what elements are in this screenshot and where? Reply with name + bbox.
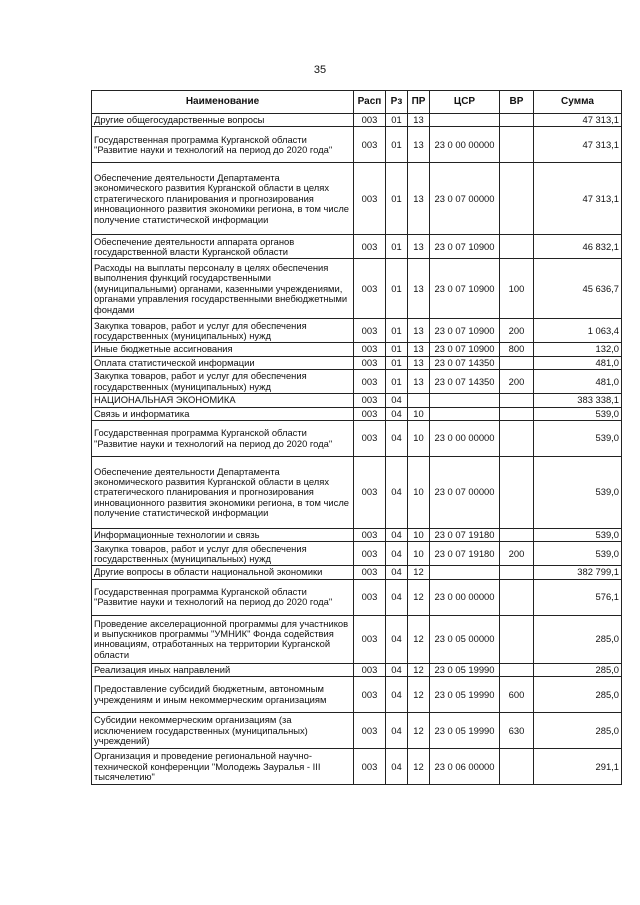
table-row <box>92 114 622 127</box>
table-body <box>92 114 622 785</box>
cell-sum: 539,0 <box>534 542 622 566</box>
cell-vr <box>500 114 534 127</box>
cell-pr: 12 <box>408 749 430 785</box>
cell-pr: 13 <box>408 163 430 235</box>
table-header-row <box>92 91 622 114</box>
cell-csr: 23 0 07 10900 <box>430 343 500 356</box>
cell-rz: 04 <box>386 529 408 542</box>
cell-sum: 45 636,7 <box>534 259 622 319</box>
table-row <box>92 579 622 615</box>
cell-pr: 13 <box>408 356 430 369</box>
cell-name: Субсидии некоммерческим организациям (за исключением государственных (муниципальных) учреждений) <box>92 713 354 749</box>
cell-name: Связь и информатика <box>92 407 354 420</box>
cell-rz: 04 <box>386 457 408 529</box>
cell-csr: 23 0 07 10900 <box>430 259 500 319</box>
cell-vr: 100 <box>500 259 534 319</box>
cell-name: Другие общегосударственные вопросы <box>92 114 354 127</box>
cell-name: Иные бюджетные ассигнования <box>92 343 354 356</box>
cell-rasp: 003 <box>354 579 386 615</box>
header-csr: ЦСР <box>430 91 500 114</box>
budget-table <box>91 90 622 785</box>
cell-vr <box>500 394 534 407</box>
cell-sum: 382 799,1 <box>534 566 622 579</box>
cell-pr: 13 <box>408 370 430 394</box>
cell-rz: 01 <box>386 259 408 319</box>
page-number: 35 <box>313 64 327 76</box>
cell-rz: 01 <box>386 127 408 163</box>
cell-pr: 10 <box>408 542 430 566</box>
cell-sum: 285,0 <box>534 677 622 713</box>
cell-csr <box>430 566 500 579</box>
cell-csr: 23 0 07 19180 <box>430 542 500 566</box>
header-vr: ВР <box>500 91 534 114</box>
cell-pr: 13 <box>408 127 430 163</box>
cell-pr: 12 <box>408 566 430 579</box>
cell-name: Государственная программа Курганской области "Развитие науки и технологий на период до 2020 года" <box>92 127 354 163</box>
cell-csr: 23 0 05 19990 <box>430 713 500 749</box>
cell-rasp: 003 <box>354 677 386 713</box>
table-row <box>92 749 622 785</box>
cell-name: Закупка товаров, работ и услуг для обеспечения государственных (муниципальных) нужд <box>92 319 354 343</box>
header-pr: ПР <box>408 91 430 114</box>
cell-csr: 23 0 00 00000 <box>430 421 500 457</box>
cell-rz: 04 <box>386 566 408 579</box>
cell-rz: 01 <box>386 319 408 343</box>
cell-name: Другие вопросы в области национальной экономики <box>92 566 354 579</box>
cell-csr <box>430 407 500 420</box>
cell-rasp: 003 <box>354 235 386 259</box>
cell-rasp: 003 <box>354 356 386 369</box>
cell-sum: 539,0 <box>534 421 622 457</box>
cell-vr <box>500 663 534 676</box>
cell-rasp: 003 <box>354 421 386 457</box>
cell-rz: 04 <box>386 394 408 407</box>
cell-sum: 481,0 <box>534 356 622 369</box>
table-row <box>92 529 622 542</box>
cell-sum: 47 313,1 <box>534 163 622 235</box>
cell-sum: 1 063,4 <box>534 319 622 343</box>
cell-name: Государственная программа Курганской области "Развитие науки и технологий на период до 2020 года" <box>92 579 354 615</box>
cell-sum: 539,0 <box>534 457 622 529</box>
cell-sum: 291,1 <box>534 749 622 785</box>
cell-rasp: 003 <box>354 163 386 235</box>
cell-name: НАЦИОНАЛЬНАЯ ЭКОНОМИКА <box>92 394 354 407</box>
cell-rasp: 003 <box>354 615 386 663</box>
cell-csr: 23 0 05 00000 <box>430 615 500 663</box>
table-row <box>92 407 622 420</box>
cell-rasp: 003 <box>354 749 386 785</box>
cell-vr <box>500 566 534 579</box>
cell-rz: 01 <box>386 235 408 259</box>
cell-pr: 12 <box>408 579 430 615</box>
cell-sum: 132,0 <box>534 343 622 356</box>
cell-pr: 10 <box>408 529 430 542</box>
cell-csr: 23 0 00 00000 <box>430 579 500 615</box>
cell-rasp: 003 <box>354 407 386 420</box>
cell-name: Обеспечение деятельности Департамента экономического развития Курганской области в целях стратегического планирования и прогнозирования инновационного развития экономики региона, в том числе получение статистической информации <box>92 163 354 235</box>
cell-vr <box>500 356 534 369</box>
cell-name: Обеспечение деятельности Департамента экономического развития Курганской области в целях стратегического планирования и прогнозирования инновационного развития экономики региона, в том числе получение статистической информации <box>92 457 354 529</box>
header-rz: Рз <box>386 91 408 114</box>
cell-vr: 200 <box>500 319 534 343</box>
table-row <box>92 615 622 663</box>
cell-csr <box>430 114 500 127</box>
table-row <box>92 677 622 713</box>
cell-sum: 47 313,1 <box>534 114 622 127</box>
cell-name: Предоставление субсидий бюджетным, автономным учреждениям и иным некоммерческим организациям <box>92 677 354 713</box>
cell-pr: 10 <box>408 407 430 420</box>
cell-rasp: 003 <box>354 114 386 127</box>
cell-name: Закупка товаров, работ и услуг для обеспечения государственных (муниципальных) нужд <box>92 370 354 394</box>
cell-rz: 01 <box>386 343 408 356</box>
cell-name: Обеспечение деятельности аппарата органов государственной власти Курганской области <box>92 235 354 259</box>
cell-sum: 285,0 <box>534 713 622 749</box>
cell-pr: 13 <box>408 343 430 356</box>
cell-vr <box>500 235 534 259</box>
cell-name: Расходы на выплаты персоналу в целях обеспечения выполнения функций государственными (муниципальными) органами, казенными учреждениями, органами управления государственными внебюджетными фондами <box>92 259 354 319</box>
cell-sum: 47 313,1 <box>534 127 622 163</box>
cell-rz: 01 <box>386 163 408 235</box>
cell-vr: 630 <box>500 713 534 749</box>
cell-vr: 600 <box>500 677 534 713</box>
cell-vr <box>500 579 534 615</box>
cell-sum: 285,0 <box>534 615 622 663</box>
cell-rz: 01 <box>386 356 408 369</box>
cell-csr: 23 0 07 19180 <box>430 529 500 542</box>
cell-rasp: 003 <box>354 566 386 579</box>
cell-rz: 04 <box>386 542 408 566</box>
cell-csr: 23 0 07 00000 <box>430 457 500 529</box>
cell-vr <box>500 749 534 785</box>
cell-rasp: 003 <box>354 542 386 566</box>
cell-csr: 23 0 07 10900 <box>430 319 500 343</box>
cell-name: Оплата статистической информации <box>92 356 354 369</box>
cell-name: Государственная программа Курганской области "Развитие науки и технологий на период до 2020 года" <box>92 421 354 457</box>
cell-rz: 04 <box>386 421 408 457</box>
cell-name: Проведение акселерационной программы для участников и выпускников программы "УМНИК" Фонда содействия инновациям, отработанных на территории Курганской области <box>92 615 354 663</box>
cell-rz: 04 <box>386 663 408 676</box>
cell-rz: 01 <box>386 114 408 127</box>
header-rasp: Расп <box>354 91 386 114</box>
table-row <box>92 457 622 529</box>
cell-vr <box>500 163 534 235</box>
cell-rasp: 003 <box>354 319 386 343</box>
cell-pr: 12 <box>408 615 430 663</box>
cell-rz: 04 <box>386 749 408 785</box>
table-row <box>92 421 622 457</box>
cell-vr <box>500 407 534 420</box>
cell-rasp: 003 <box>354 457 386 529</box>
cell-sum: 285,0 <box>534 663 622 676</box>
cell-vr <box>500 615 534 663</box>
cell-rasp: 003 <box>354 343 386 356</box>
cell-pr: 10 <box>408 421 430 457</box>
cell-csr: 23 0 05 19990 <box>430 677 500 713</box>
cell-rasp: 003 <box>354 127 386 163</box>
cell-sum: 46 832,1 <box>534 235 622 259</box>
cell-vr: 200 <box>500 542 534 566</box>
cell-rz: 01 <box>386 370 408 394</box>
cell-vr: 800 <box>500 343 534 356</box>
table-row <box>92 319 622 343</box>
cell-pr: 13 <box>408 319 430 343</box>
cell-rasp: 003 <box>354 370 386 394</box>
table-row <box>92 356 622 369</box>
cell-csr: 23 0 00 00000 <box>430 127 500 163</box>
cell-rasp: 003 <box>354 713 386 749</box>
table-row <box>92 343 622 356</box>
cell-name: Информационные технологии и связь <box>92 529 354 542</box>
cell-rasp: 003 <box>354 529 386 542</box>
header-sum: Сумма <box>534 91 622 114</box>
table-row <box>92 542 622 566</box>
table-row <box>92 566 622 579</box>
table-row <box>92 163 622 235</box>
cell-sum: 481,0 <box>534 370 622 394</box>
table-row <box>92 370 622 394</box>
cell-vr <box>500 127 534 163</box>
cell-csr: 23 0 07 14350 <box>430 356 500 369</box>
cell-pr: 13 <box>408 235 430 259</box>
cell-sum: 539,0 <box>534 529 622 542</box>
table-row <box>92 394 622 407</box>
cell-rz: 04 <box>386 713 408 749</box>
cell-csr: 23 0 07 10900 <box>430 235 500 259</box>
cell-rz: 04 <box>386 615 408 663</box>
cell-csr: 23 0 07 00000 <box>430 163 500 235</box>
table-row <box>92 713 622 749</box>
cell-rz: 04 <box>386 407 408 420</box>
cell-pr: 10 <box>408 457 430 529</box>
table-row <box>92 127 622 163</box>
cell-pr: 12 <box>408 663 430 676</box>
cell-name: Организация и проведение региональной научно-технической конференции "Молодежь Зауралья - III тысячелетию" <box>92 749 354 785</box>
cell-rasp: 003 <box>354 394 386 407</box>
cell-sum: 576,1 <box>534 579 622 615</box>
cell-sum: 383 338,1 <box>534 394 622 407</box>
cell-rasp: 003 <box>354 663 386 676</box>
cell-name: Закупка товаров, работ и услуг для обеспечения государственных (муниципальных) нужд <box>92 542 354 566</box>
cell-vr <box>500 421 534 457</box>
cell-rz: 04 <box>386 579 408 615</box>
header-name: Наименование <box>92 91 354 114</box>
cell-pr: 13 <box>408 114 430 127</box>
cell-rz: 04 <box>386 677 408 713</box>
table-row <box>92 663 622 676</box>
cell-vr: 200 <box>500 370 534 394</box>
cell-name: Реализация иных направлений <box>92 663 354 676</box>
cell-pr: 12 <box>408 713 430 749</box>
table-row <box>92 259 622 319</box>
table-row <box>92 235 622 259</box>
cell-pr: 12 <box>408 677 430 713</box>
cell-sum: 539,0 <box>534 407 622 420</box>
cell-vr <box>500 457 534 529</box>
cell-csr: 23 0 06 00000 <box>430 749 500 785</box>
cell-csr: 23 0 07 14350 <box>430 370 500 394</box>
cell-pr <box>408 394 430 407</box>
cell-pr: 13 <box>408 259 430 319</box>
cell-csr <box>430 394 500 407</box>
cell-vr <box>500 529 534 542</box>
cell-rasp: 003 <box>354 259 386 319</box>
cell-csr: 23 0 05 19990 <box>430 663 500 676</box>
